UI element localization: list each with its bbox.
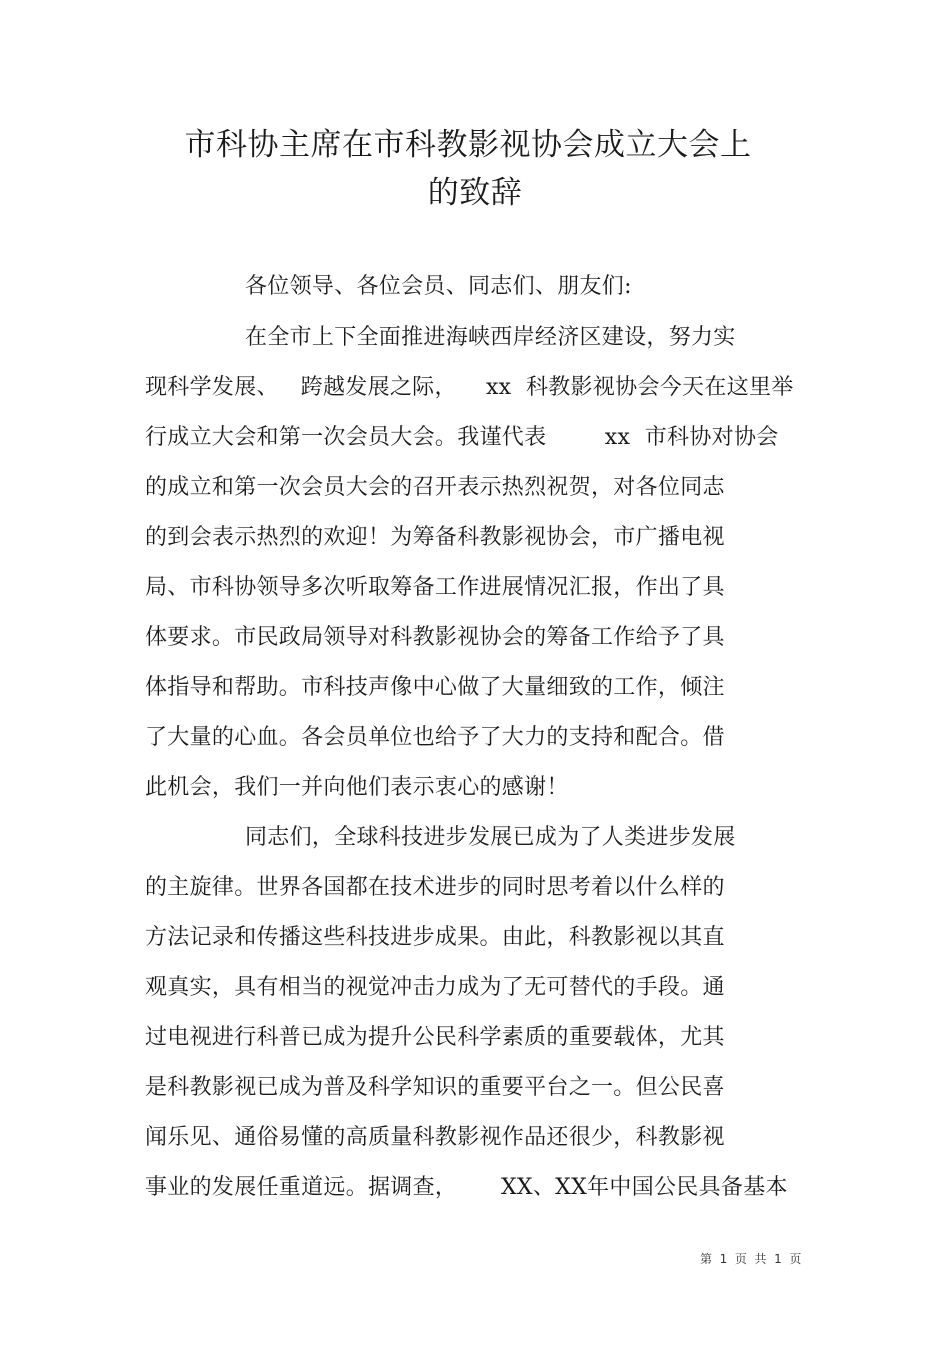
document-title-line-1: 市科协主席在市科教影视协会成立大会上 (184, 127, 752, 163)
body-line: 局、市科协领导多次听取筹备工作进展情况汇报，作出了具 (145, 575, 725, 600)
body-line: 事业的发展任重道远。据调查， XX、XX年中国公民具备基本 (145, 1175, 788, 1200)
body-line: 观真实，具有相当的视觉冲击力成为了无可替代的手段。通 (145, 975, 725, 1000)
body-line: 行成立大会和第一次会员大会。我谨代表 xx 市科协对协会 (145, 425, 779, 450)
body-line: 是科教影视已成为普及科学知识的重要平台之一。但公民喜 (145, 1075, 725, 1100)
document-title-line-2: 的致辞 (427, 175, 523, 211)
body-line: 过电视进行科普已成为提升公民科学素质的重要载体，尤其 (145, 1025, 725, 1050)
body-line: 了大量的心血。各会员单位也给予了大力的支持和配合。借 (145, 725, 725, 750)
body-line: 闻乐见、通俗易懂的高质量科教影视作品还很少，科教影视 (145, 1125, 725, 1150)
body-line: 的到会表示热烈的欢迎！为筹备科教影视协会，市广播电视 (145, 525, 725, 550)
body-line: 体指导和帮助。市科技声像中心做了大量细致的工作，倾注 (145, 675, 725, 700)
body-line: 方法记录和传播这些科技进步成果。由此，科教影视以其直 (145, 925, 725, 950)
page-number-footer: 第 1 页 共 1 页 (700, 1252, 802, 1266)
body-line: 的成立和第一次会员大会的召开表示热烈祝贺，对各位同志 (145, 475, 725, 500)
body-line: 同志们，全球科技进步发展已成为了人类进步发展 (245, 825, 736, 850)
body-line: 的主旋律。世界各国都在技术进步的同时思考着以什么样的 (145, 875, 725, 900)
body-line: 体要求。市民政局领导对科教影视协会的筹备工作给予了具 (145, 625, 725, 650)
body-line: 在全市上下全面推进海峡西岸经济区建设，努力实 (245, 325, 736, 350)
body-line: 此机会，我们一并向他们表示衷心的感谢！ (145, 775, 569, 800)
salutation: 各位领导、各位会员、同志们、朋友们: (245, 274, 632, 299)
body-line: 现科学发展、 跨越发展之际， xx 科教影视协会今天在这里举 (145, 375, 794, 400)
